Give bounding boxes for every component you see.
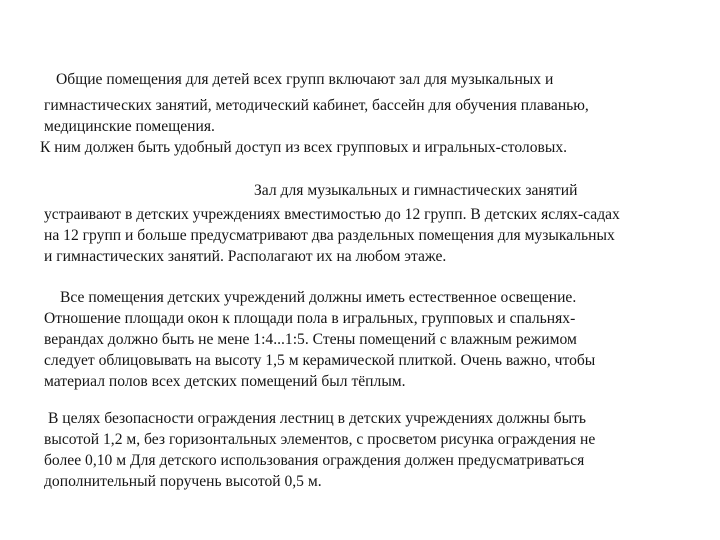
- paragraph-1-line-1: Общие помещения для детей всех групп включают зал для музыкальных и: [56, 71, 554, 88]
- paragraph-2-line-3: на 12 групп и больше предусматривают два раздельных помещения для музыкальных: [44, 227, 615, 244]
- paragraph-3-line-5: материал полов всех детских помещений был тёплым.: [44, 373, 406, 390]
- paragraph-3-line-3: верандах должно быть не мене 1:4...1:5. Стены помещений с влажным режимом: [44, 331, 577, 348]
- paragraph-4-line-2: высотой 1,2 м, без горизонтальных элементов, с просветом рисунка ограждения не: [44, 431, 596, 448]
- paragraph-3-line-1: Все помещения детских учреждений должны иметь естественное освещение.: [60, 289, 577, 306]
- paragraph-4-line-3: более 0,10 м Для детского использования ограждения должен предусматриваться: [44, 452, 585, 469]
- paragraph-1-line-2: гимнастических занятий, методический кабинет, бассейн для обучения плаванью,: [44, 97, 589, 114]
- paragraph-2-line-2: устраивают в детских учреждениях вместимостью до 12 групп. В детских яслях-садах: [44, 206, 620, 223]
- paragraph-2-line-1: Зал для музыкальных и гимнастических занятий: [254, 182, 578, 199]
- paragraph-4-line-4: дополнительный поручень высотой 0,5 м.: [44, 473, 322, 490]
- paragraph-1-line-3: медицинские помещения.: [44, 118, 215, 135]
- paragraph-2-line-4: и гимнастических занятий. Располагают их на любом этаже.: [44, 248, 447, 265]
- paragraph-3-line-2: Отношение площади окон к площади пола в игральных, групповых и спальнях-: [44, 310, 576, 327]
- paragraph-4-line-1: В целях безопасности ограждения лестниц в детских учреждениях должны быть: [48, 410, 587, 427]
- paragraph-3-line-4: следует облицовывать на высоту 1,5 м керамической плиткой. Очень важно, чтобы: [44, 352, 596, 369]
- paragraph-1-line-4: К ним должен быть удобный доступ из всех групповых и игральных-столовых.: [40, 139, 568, 156]
